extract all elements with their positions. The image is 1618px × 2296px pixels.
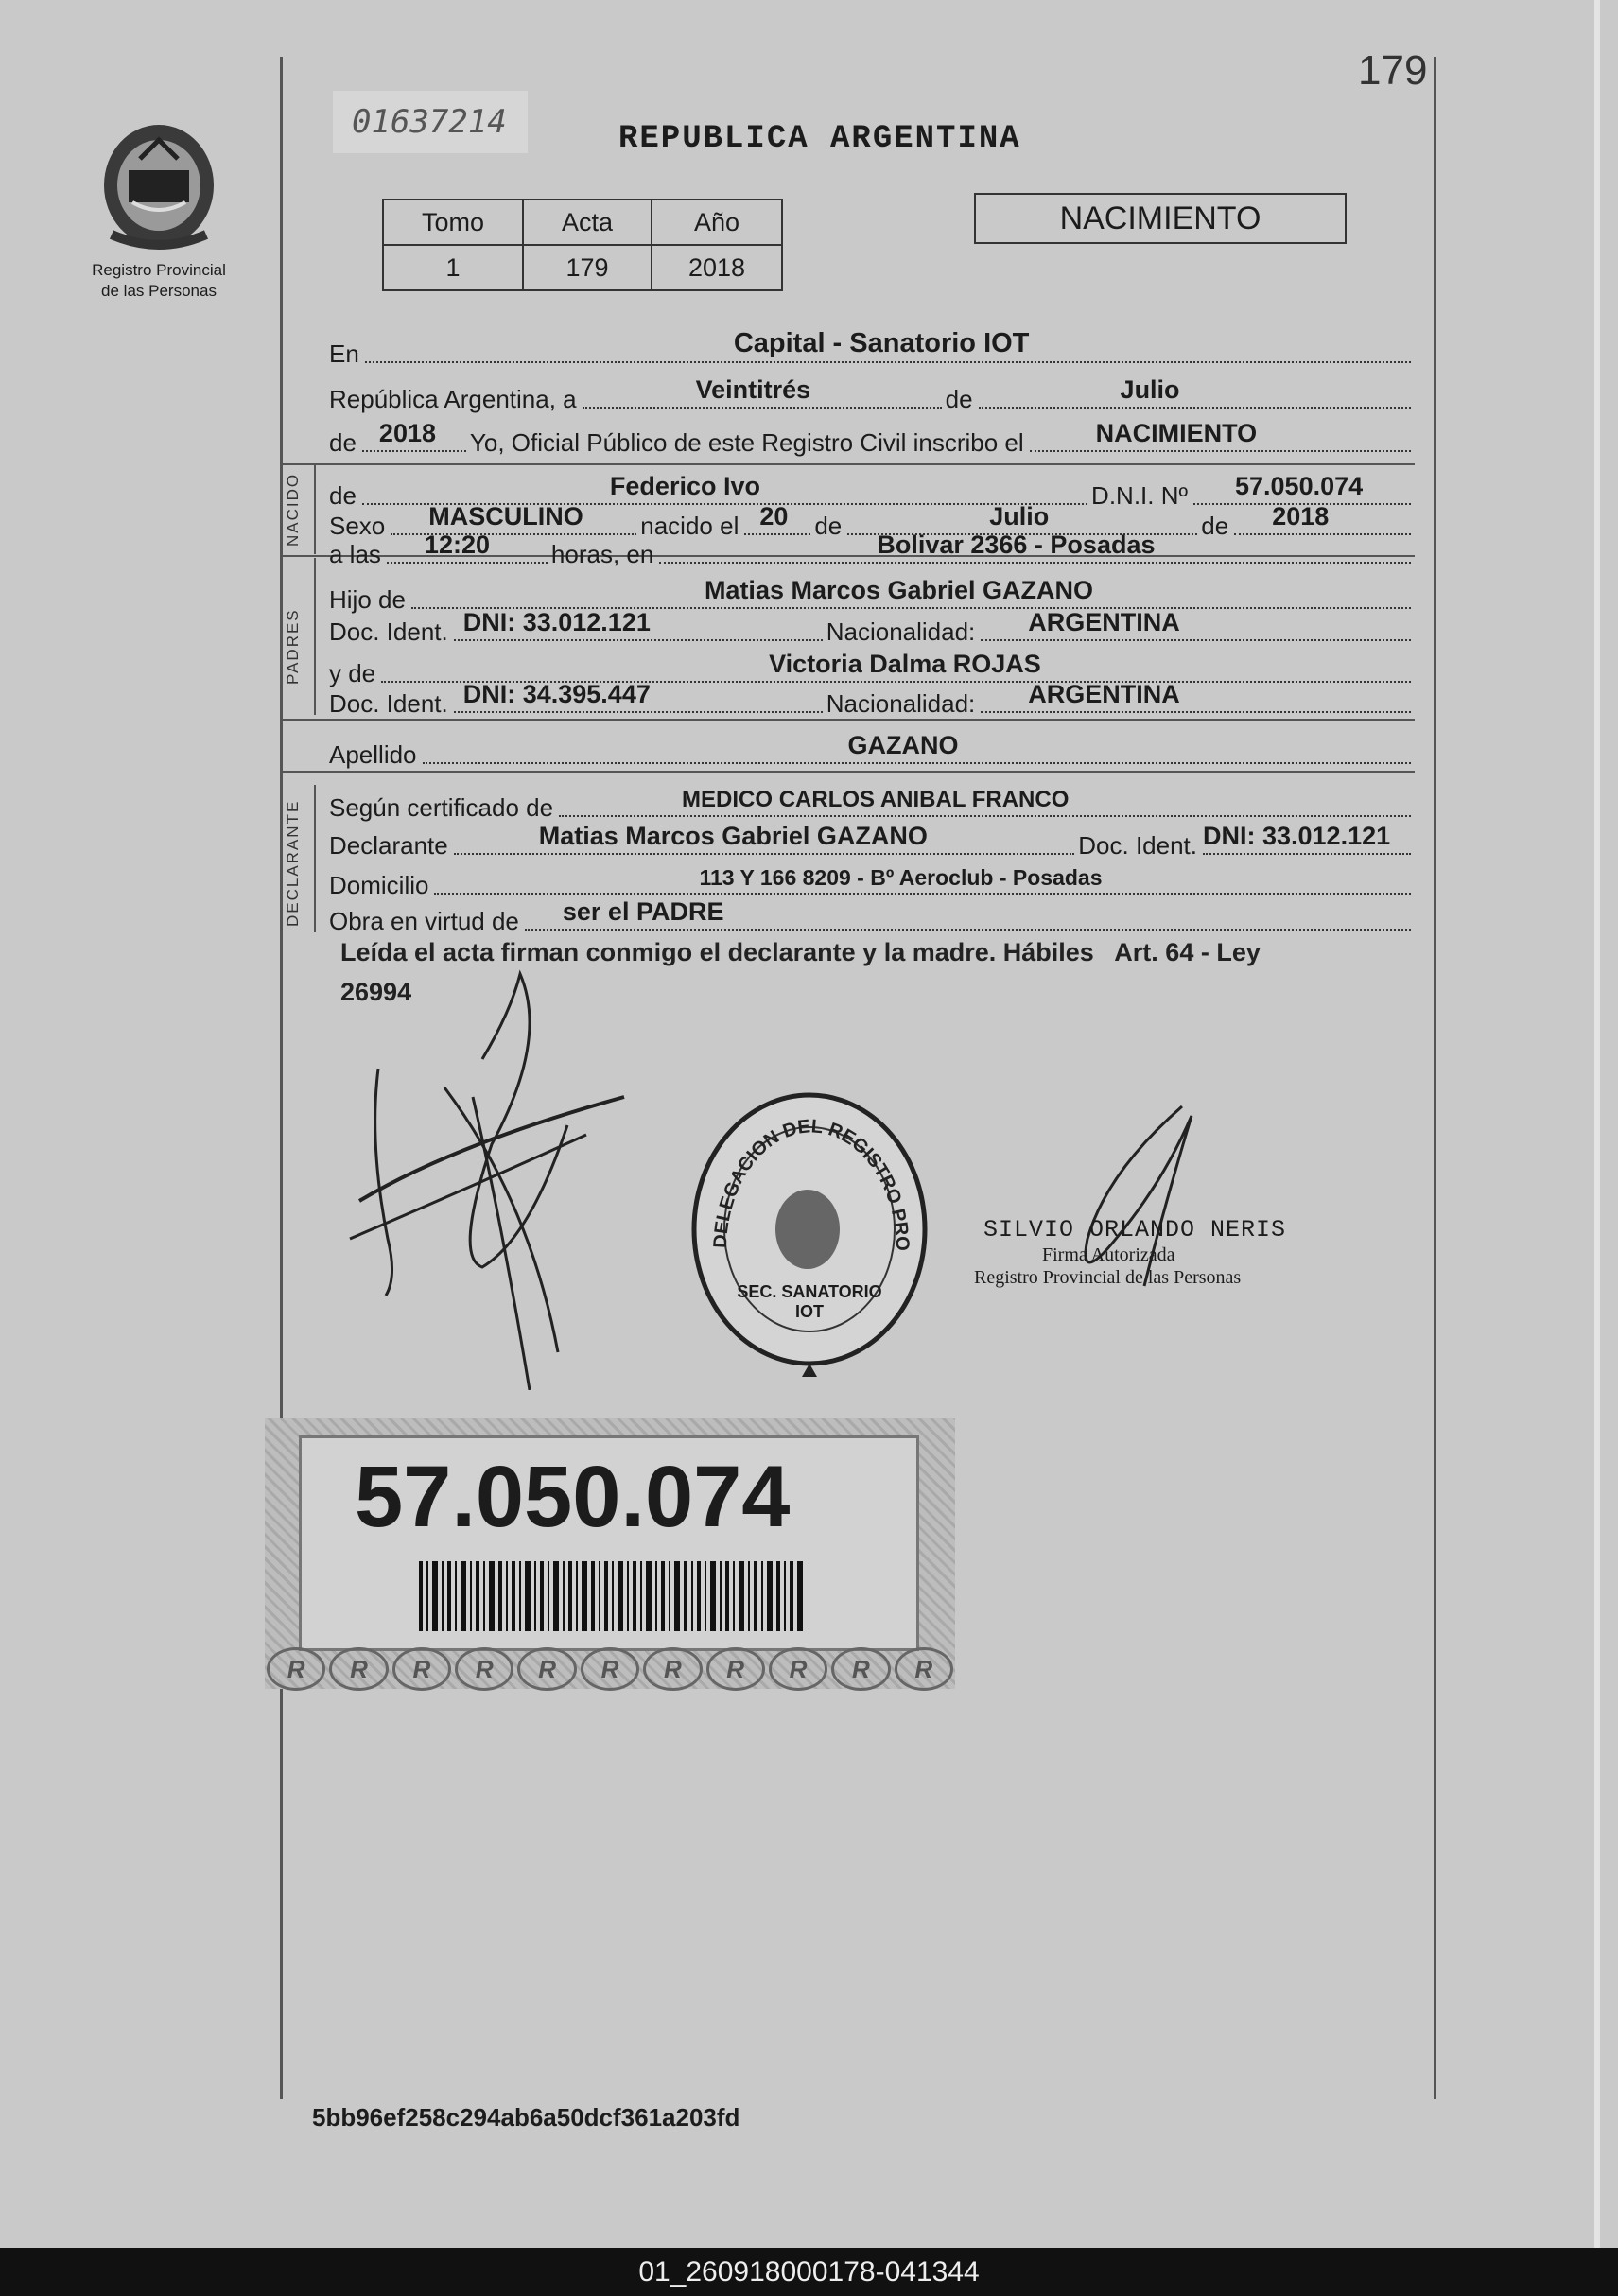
security-pattern	[265, 1645, 955, 1689]
pattern-ring: R	[517, 1647, 576, 1691]
de2-label: de	[329, 428, 357, 457]
child-dni-value: 57.050.074	[1235, 472, 1364, 500]
table-header-tomo: Tomo	[383, 200, 523, 245]
line-obra	[329, 895, 1415, 936]
line-father-doc	[329, 605, 1415, 647]
apellido-value: GAZANO	[847, 731, 959, 759]
record-type-box: NACIMIENTO	[974, 193, 1347, 244]
father-doc-label: Doc. Ident.	[329, 617, 448, 646]
birth-year-value: 2018	[1272, 502, 1330, 531]
nacido-de-label: de	[329, 481, 357, 510]
domicilio-label: Domicilio	[329, 871, 429, 899]
line-apellido	[329, 728, 1415, 770]
stamp-outer-text: DELEGACION DEL REGISTRO PRO	[709, 1116, 913, 1252]
declarante-label: Declarante	[329, 831, 448, 860]
horas-label: horas, en	[550, 540, 654, 568]
birth-de2-label: de	[1201, 512, 1229, 540]
mother-nat-value: ARGENTINA	[1028, 680, 1180, 708]
table-value-ano: 2018	[652, 245, 782, 290]
declarante-value: Matias Marcos Gabriel GAZANO	[538, 822, 928, 850]
section-label-nacido: NACIDO	[284, 472, 302, 547]
mother-value: Victoria Dalma ROJAS	[769, 650, 1041, 678]
closing-text-1: Leída el acta firman conmigo el declarante y la madre. Hábiles Art. 64 - Ley	[340, 938, 1261, 966]
father-nat-label: Nacionalidad:	[826, 617, 976, 646]
file-id: 01_260918000178-041344	[638, 2255, 980, 2287]
closing-text-2: 26994	[340, 978, 412, 1006]
father-value: Matias Marcos Gabriel GAZANO	[704, 576, 1094, 604]
serial-number: 01637214	[333, 91, 528, 153]
declarant-signature	[340, 955, 643, 1390]
pattern-ring: R	[455, 1647, 513, 1691]
line-republica	[329, 373, 1415, 414]
barcode-icon	[419, 1561, 807, 1631]
mother-doc-value: DNI: 34.395.447	[462, 680, 651, 708]
birth-month-value: Julio	[989, 502, 1050, 531]
registry-table	[382, 199, 783, 291]
obra-value: ser el PADRE	[562, 897, 724, 926]
registry-stamp	[688, 1087, 931, 1381]
signatory-name: SILVIO ORLANDO NERIS	[983, 1216, 1287, 1244]
certificado-label: Según certificado de	[329, 793, 554, 822]
pattern-ring: R	[392, 1647, 451, 1691]
left-margin-line	[280, 57, 283, 2099]
section-bracket	[314, 558, 316, 715]
stamp-inner-text: SEC. SANATORIO IOT	[737, 1282, 882, 1321]
section-label-declarante: DECLARANTE	[284, 799, 302, 927]
emblem	[83, 112, 235, 301]
line-mother-doc	[329, 677, 1415, 719]
pattern-ring: R	[706, 1647, 765, 1691]
emblem-caption-1: Registro Provincial	[92, 261, 226, 279]
signatory-role: Firma Autorizada	[1042, 1244, 1175, 1265]
pattern-ring: R	[895, 1647, 953, 1691]
obra-label: Obra en virtud de	[329, 907, 519, 935]
mother-doc-label: Doc. Ident.	[329, 689, 448, 718]
child-name-value: Federico Ivo	[609, 472, 760, 500]
declarante-doc-label: Doc. Ident.	[1078, 831, 1197, 860]
father-nat-value: ARGENTINA	[1028, 608, 1180, 636]
section-separator	[280, 771, 1415, 773]
pattern-ring: R	[329, 1647, 388, 1691]
sexo-value: MASCULINO	[428, 502, 583, 531]
birth-de-label: de	[814, 512, 843, 540]
oficial-text: Yo, Oficial Público de este Registro Civil inscribo el	[469, 428, 1024, 457]
pattern-ring: R	[267, 1647, 325, 1691]
document-title: REPUBLICA ARGENTINA	[618, 121, 1021, 157]
line-certificado	[329, 781, 1415, 823]
section-bracket	[314, 785, 316, 932]
act-type-value: NACIMIENTO	[1095, 419, 1258, 447]
section-separator	[280, 463, 1415, 465]
right-margin-line	[1434, 57, 1436, 2099]
month-value: Julio	[1120, 375, 1180, 404]
pattern-ring: R	[769, 1647, 827, 1691]
certificado-value: MEDICO CARLOS ANIBAL FRANCO	[682, 787, 1070, 812]
line-en	[329, 327, 1415, 369]
hijo-de-label: Hijo de	[329, 585, 406, 614]
emblem-caption-2: de las Personas	[101, 282, 217, 300]
table-header-ano: Año	[652, 200, 782, 245]
table-value-acta: 179	[523, 245, 652, 290]
page-number: 179	[1358, 47, 1428, 94]
line-oficial	[329, 416, 1415, 458]
line-nacido-time	[329, 528, 1415, 569]
document-hash: 5bb96ef258c294ab6a50dcf361a203fd	[312, 2103, 740, 2131]
signatory-org: Registro Provincial de las Personas	[974, 1267, 1242, 1288]
coat-of-arms-icon	[83, 112, 235, 263]
section-separator	[280, 719, 1415, 721]
apellido-label: Apellido	[329, 740, 417, 769]
a-las-label: a las	[329, 540, 381, 568]
pattern-ring: R	[643, 1647, 702, 1691]
table-value-tomo: 1	[383, 245, 523, 290]
de-label: de	[945, 385, 973, 413]
right-page-edge	[1594, 0, 1600, 2248]
section-bracket	[314, 465, 316, 554]
pattern-ring: R	[831, 1647, 890, 1691]
file-id-bar	[0, 2248, 1618, 2296]
section-label-padres: PADRES	[284, 608, 302, 685]
time-value: 12:20	[424, 531, 490, 559]
year-value: 2018	[378, 419, 436, 447]
day-words-value: Veintitrés	[695, 375, 811, 404]
pattern-ring: R	[581, 1647, 639, 1691]
dni-label: D.N.I. Nº	[1091, 481, 1188, 510]
id-barcode-label	[265, 1418, 955, 1689]
line-declarante	[329, 819, 1415, 861]
domicilio-value: 113 Y 166 8209 - Bº Aeroclub - Posadas	[699, 865, 1103, 890]
sexo-label: Sexo	[329, 512, 386, 540]
place-value: Capital - Sanatorio IOT	[733, 328, 1030, 358]
republica-label: República Argentina, a	[329, 385, 577, 413]
table-header-acta: Acta	[523, 200, 652, 245]
father-doc-value: DNI: 33.012.121	[462, 608, 651, 636]
declarante-doc-value: DNI: 33.012.121	[1203, 822, 1391, 850]
birth-day-value: 20	[759, 502, 789, 531]
mother-nat-label: Nacionalidad:	[826, 689, 976, 718]
y-de-label: y de	[329, 659, 376, 687]
id-label-number: 57.050.074	[355, 1449, 791, 1545]
en-label: En	[329, 339, 359, 368]
nacido-el-label: nacido el	[640, 512, 739, 540]
birth-place-value: Bolivar 2366 - Posadas	[877, 531, 1156, 559]
